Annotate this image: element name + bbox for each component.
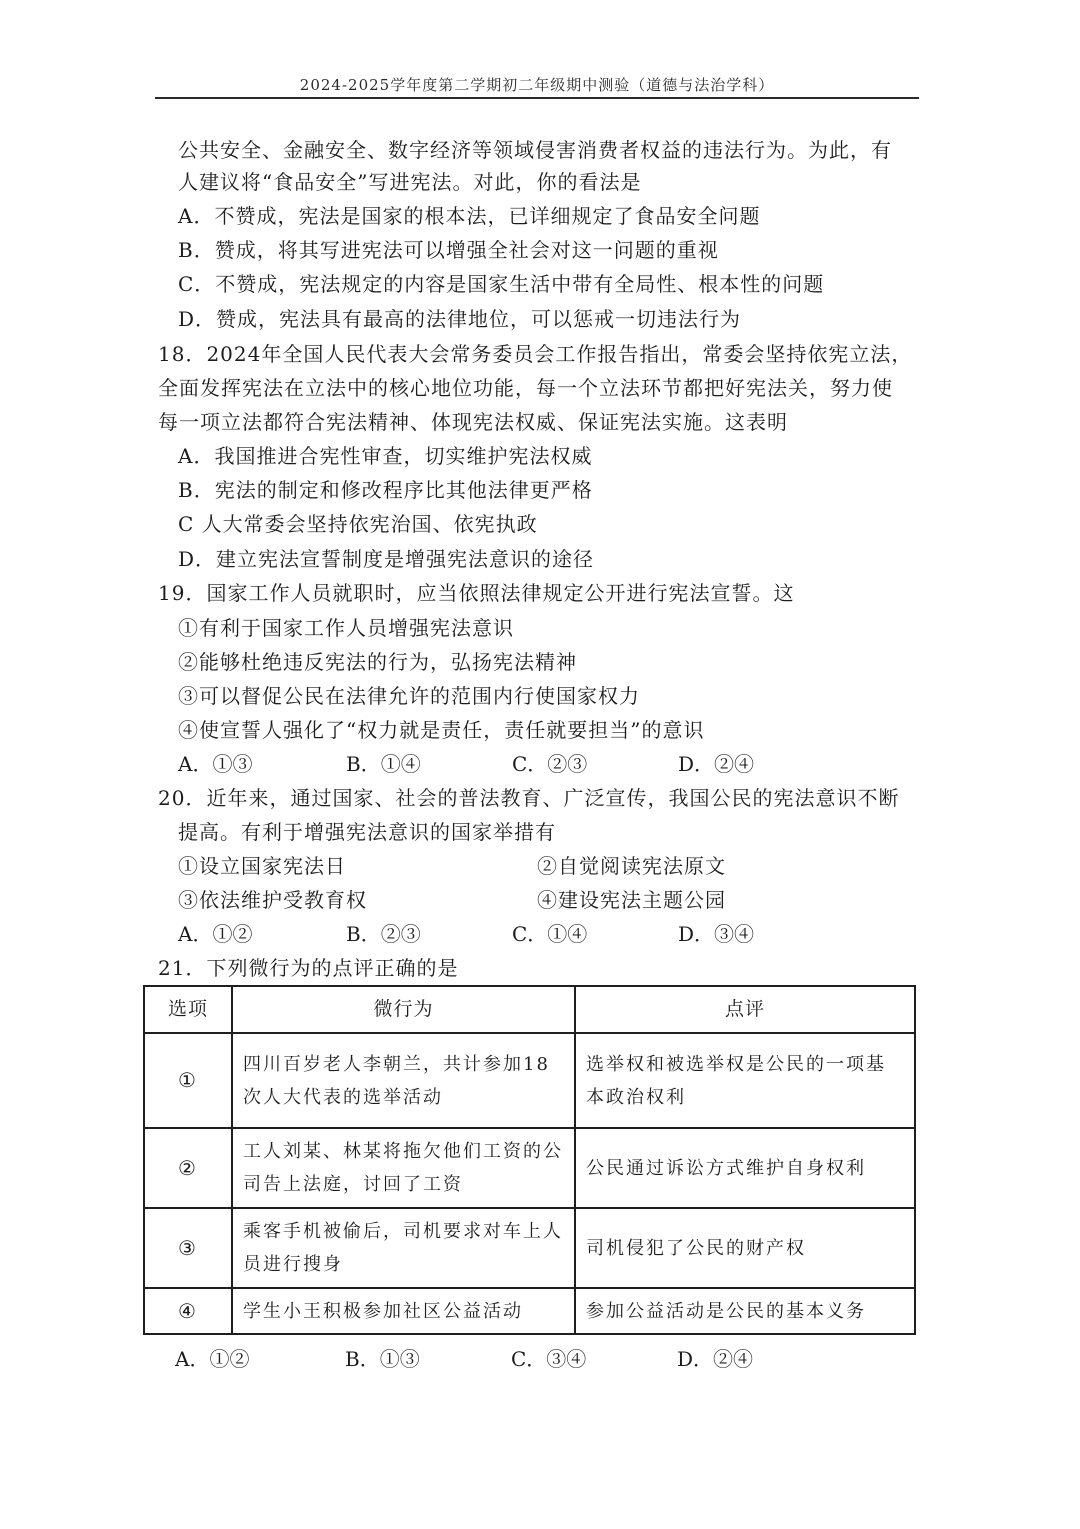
q19-item-2: ②能够杜绝违反宪法的行为，弘扬宪法精神 [178, 650, 577, 674]
q21-stem: 21．下列微行为的点评正确的是 [158, 956, 459, 980]
q21-row-2-comment: 公民通过诉讼方式维护自身权利 [575, 1128, 915, 1208]
q20-item-4: ④建设宪法主题公园 [537, 888, 726, 912]
q21-header-option: 选项 [144, 986, 232, 1033]
q17-stem-line-1: 公共安全、金融安全、数字经济等领域侵害消费者权益的违法行为。为此，有 [178, 138, 892, 162]
q21-header-behavior: 微行为 [232, 986, 575, 1033]
q19-choice-b: B．①④ [346, 752, 421, 776]
q20-choice-b: B．②③ [346, 922, 421, 946]
q17-option-d: D．赞成，宪法具有最高的法律地位，可以惩戒一切违法行为 [178, 307, 742, 331]
q21-row-4-num: ④ [144, 1288, 232, 1334]
q21-table-header-row [144, 986, 915, 1033]
q17-stem-line-2: 人建议将“食品安全”写进宪法。对此，你的看法是 [178, 170, 642, 194]
q18-stem-line-3: 每一项立法都符合宪法精神、体现宪法权威、保证宪法实施。这表明 [158, 410, 788, 434]
q21-row-1-comment: 选举权和被选举权是公民的一项基本政治权利 [575, 1033, 915, 1128]
q20-choices [178, 920, 878, 948]
q21-choice-c: C．③④ [511, 1347, 587, 1371]
q21-choice-b: B．①③ [345, 1347, 420, 1371]
q21-choice-a: A．①② [175, 1347, 250, 1371]
q19-item-4: ④使宣誓人强化了“权力就是责任，责任就要担当”的意识 [178, 718, 705, 742]
q18-stem-line-1: 18．2024年全国人民代表大会常务委员会工作报告指出，常委会坚持依宪立法， [158, 342, 913, 366]
page-header: 2024-2025学年度第二学期初二年级期中测验（道德与法治学科） [299, 76, 775, 94]
q21-table [143, 985, 916, 1335]
table-row [144, 1128, 915, 1208]
q21-choices [175, 1345, 875, 1373]
q20-choice-d: D．③④ [678, 922, 755, 946]
q20-choice-c: C．①④ [512, 922, 588, 946]
q20-stem-line-2: 提高。有利于增强宪法意识的国家举措有 [178, 820, 556, 844]
q17-option-a: A．不赞成，宪法是国家的根本法，已详细规定了食品安全问题 [178, 204, 761, 228]
q21-header-comment: 点评 [575, 986, 915, 1033]
q17-option-c: C．不赞成，宪法规定的内容是国家生活中带有全局性、根本性的问题 [178, 272, 825, 296]
header-rule [155, 97, 919, 99]
q19-item-3: ③可以督促公民在法律允许的范围内行使国家权力 [178, 684, 640, 708]
q21-row-2-behavior: 工人刘某、林某将拖欠他们工资的公司告上法庭，讨回了工资 [232, 1128, 575, 1208]
q21-row-1-behavior: 四川百岁老人李朝兰，共计参加18次人大代表的选举活动 [232, 1033, 575, 1128]
q20-choice-a: A．①② [178, 922, 253, 946]
table-row [144, 1208, 915, 1288]
q21-row-1-num: ① [144, 1033, 232, 1128]
q19-choice-c: C．②③ [512, 752, 588, 776]
q18-option-b: B．宪法的制定和修改程序比其他法律更严格 [178, 478, 593, 502]
table-row [144, 1033, 915, 1128]
q21-row-4-behavior: 学生小王积极参加社区公益活动 [232, 1288, 575, 1334]
q21-row-4-comment: 参加公益活动是公民的基本义务 [575, 1288, 915, 1334]
q19-choice-a: A．①③ [178, 752, 253, 776]
q18-option-c: C 人大常委会坚持依宪治国、依宪执政 [178, 512, 538, 536]
q18-option-a: A．我国推进合宪性审查，切实维护宪法权威 [178, 444, 593, 468]
table-row [144, 1288, 915, 1334]
q20-item-1: ①设立国家宪法日 [178, 854, 346, 878]
q18-option-d: D．建立宪法宣誓制度是增强宪法意识的途径 [178, 547, 595, 571]
q21-row-3-behavior: 乘客手机被偷后，司机要求对车上人员进行搜身 [232, 1208, 575, 1288]
q19-choice-d: D．②④ [678, 752, 755, 776]
q21-choice-d: D．②④ [677, 1347, 754, 1371]
q20-item-3: ③依法维护受教育权 [178, 888, 367, 912]
q17-option-b: B．赞成，将其写进宪法可以增强全社会对这一问题的重视 [178, 238, 719, 262]
q21-row-3-comment: 司机侵犯了公民的财产权 [575, 1208, 915, 1288]
q21-row-2-num: ② [144, 1128, 232, 1208]
q19-item-1: ①有利于国家工作人员增强宪法意识 [178, 616, 514, 640]
q19-choices [178, 750, 878, 778]
q20-stem-line-1: 20．近年来，通过国家、社会的普法教育、广泛宣传，我国公民的宪法意识不断 [158, 786, 900, 810]
q20-item-2: ②自觉阅读宪法原文 [537, 854, 726, 878]
q18-stem-line-2: 全面发挥宪法在立法中的核心地位功能，每一个立法环节都把好宪法关，努力使 [158, 376, 893, 400]
q21-row-3-num: ③ [144, 1208, 232, 1288]
q19-stem: 19．国家工作人员就职时，应当依照法律规定公开进行宪法宣誓。这 [158, 581, 795, 605]
